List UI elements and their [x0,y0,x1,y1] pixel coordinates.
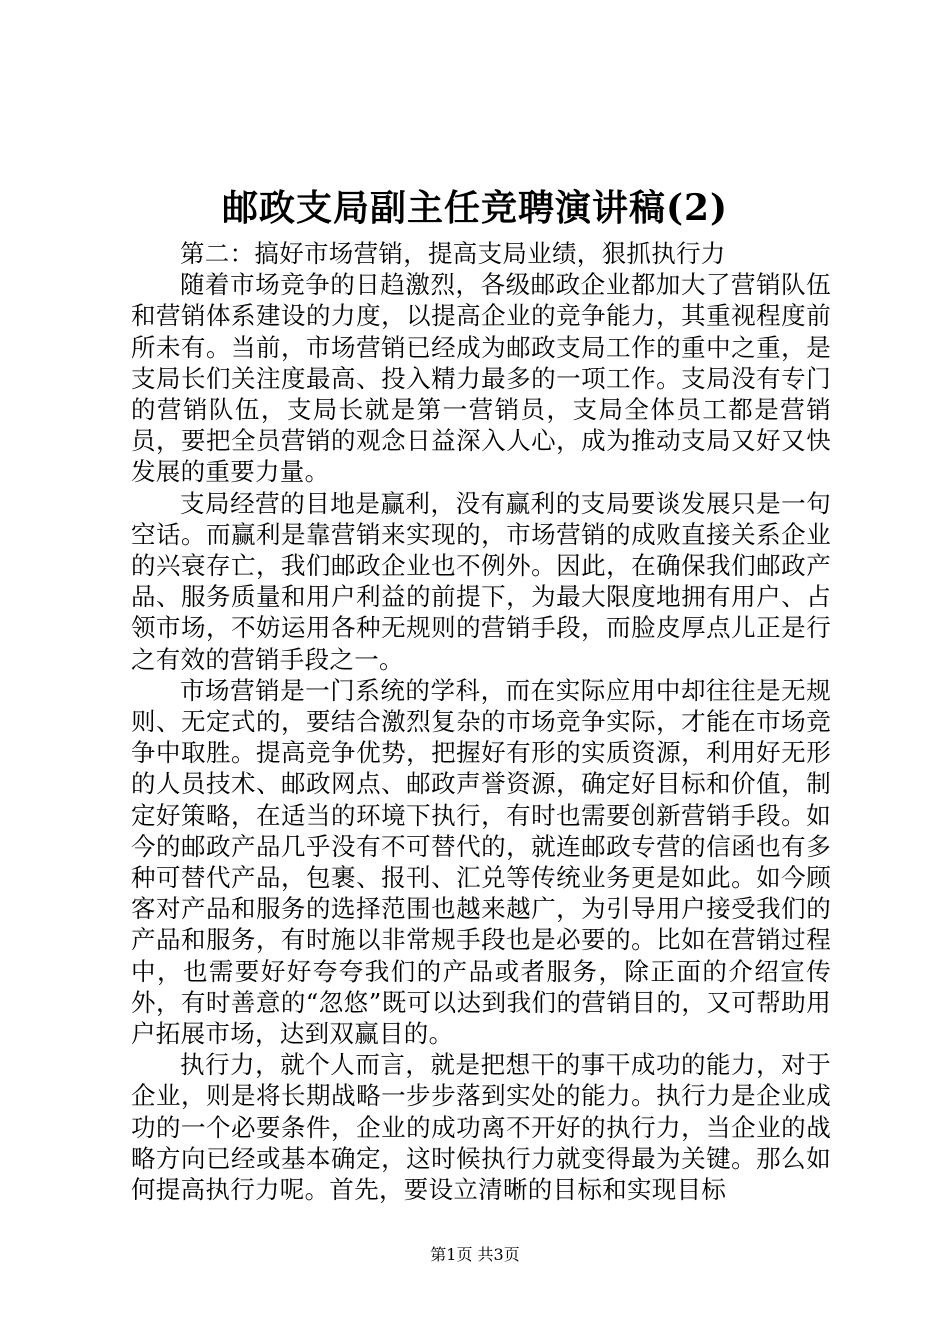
document-body [131,238,831,1205]
page-title: 邮政支局副主任竞聘演讲稿(2) [221,187,729,229]
paragraph-section-heading: 第二：搞好市场营销，提高支局业绩，狠抓执行力 [180,239,726,268]
paragraph: 市场营销是一门系统的学科，而在实际应用中却往往是无规则、无定式的，要结合激烈复杂的市场竞争实际，才能在市场竞争中取胜。提高竞争优势，把握好有形的实质资源，利用好无形的人员技术、邮政网点、邮政声誉资源，确定好目标和价值，制定好策略，在适当的环境下执行，有时也需要创新营销手段。如今的邮政产品几乎没有不可替代的，就连邮政专营的信函也有多种可替代产品，包裹、报刊、汇兑等传统业务更是如此。如今顾客对产品和服务的选择范围也越来越广，为引导用户接受我们的产品和服务，有时施以非常规手段也是必要的。比如在营销过程中，也需要好好夸夸我们的产品或者服务，除正面的介绍宣传外，有时善意的“忽悠”既可以达到我们的营销目的，又可帮助用户拓展市场，达到双赢目的。 [131,675,831,1049]
page-number-footer: 第1页 共3页 [430,1245,520,1264]
paragraph: 执行力，就个人而言，就是把想干的事干成功的能力，对于企业，则是将长期战略一步步落到实处的能力。执行力是企业成功的一个必要条件，企业的成功离不开好的执行力，当企业的战略方向已经或基本确定，这时候执行力就变得最为关键。那么如何提高执行力呢。首先，要设立清晰的目标和实现目标 [131,1050,831,1205]
paragraph: 支局经营的目地是赢利，没有赢利的支局要谈发展只是一句空话。而赢利是靠营销来实现的，市场营销的成败直接关系企业的兴衰存亡，我们邮政企业也不例外。因此，在确保我们邮政产品、服务质量和用户利益的前提下，为最大限度地拥有用户、占领市场，不妨运用各种无规则的营销手段，而脸皮厚点儿正是行之有效的营销手段之一。 [131,488,831,674]
paragraph: 随着市场竞争的日趋激烈，各级邮政企业都加大了营销队伍和营销体系建设的力度，以提高企业的竞争能力，其重视程度前所未有。当前，市场营销已经成为邮政支局工作的重中之重，是支局长们关注度最高、投入精力最多的一项工作。支局没有专门的营销队伍，支局长就是第一营销员，支局全体员工都是营销员，要把全员营销的观念日益深入人心，成为推动支局又好又快发展的重要力量。 [131,270,831,487]
